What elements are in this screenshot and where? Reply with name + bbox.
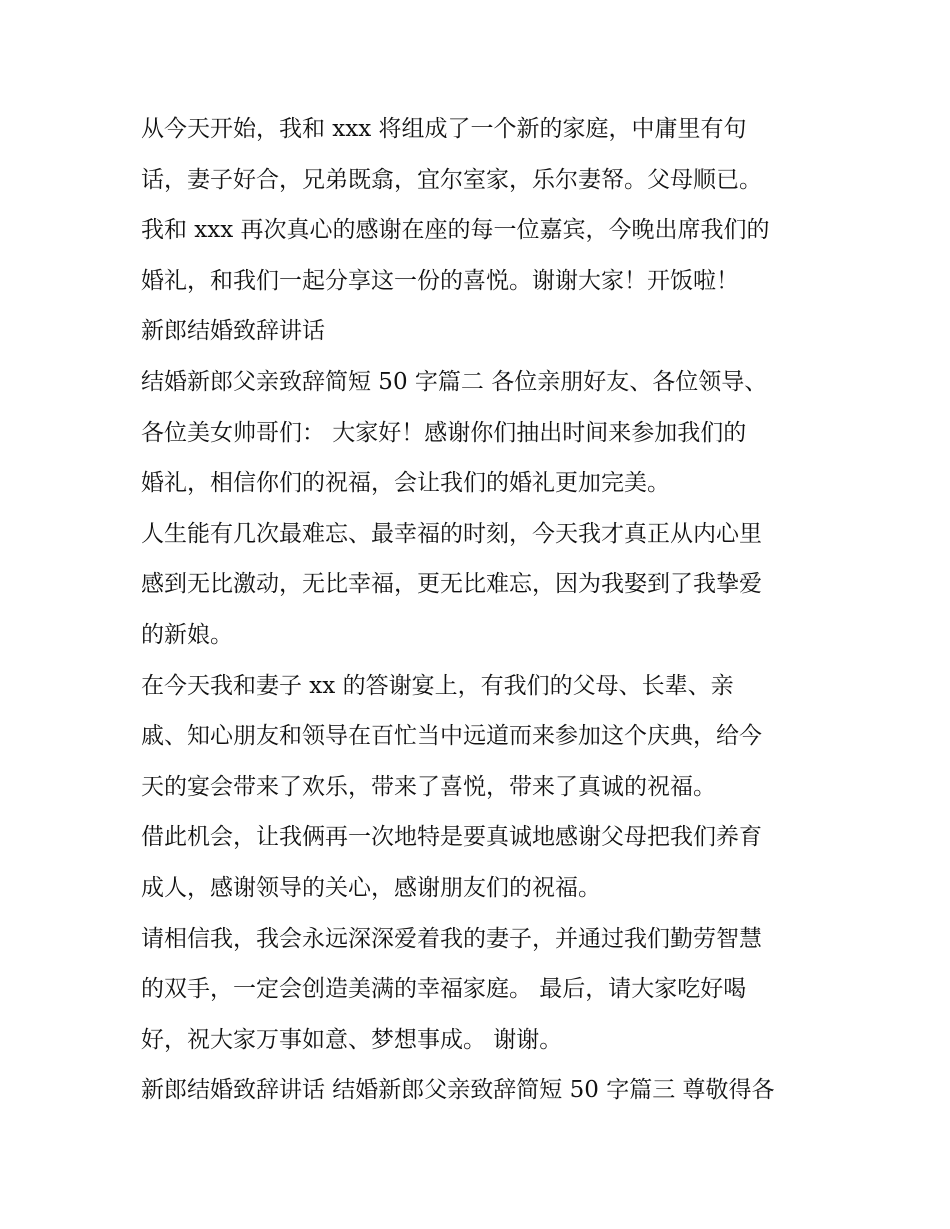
- text-line-18: 的双手，一定会创造美满的幸福家庭。 最后，请大家吃好喝: [141, 976, 747, 1003]
- text-line-6: 结婚新郎父亲致辞简短 50 字篇二 各位亲朋好友、各位领导、: [141, 368, 768, 395]
- text-line-20: 新郎结婚致辞讲话 结婚新郎父亲致辞简短 50 字篇三 尊敬得各: [141, 1077, 775, 1104]
- text-line-9: 人生能有几次最难忘、最幸福的时刻，今天我才真正从内心里: [141, 520, 762, 547]
- text-line-1: 从今天开始，我和 xxx 将组成了一个新的家庭，中庸里有句: [141, 116, 747, 142]
- text-line-7: 各位美女帅哥们： 大家好！感谢你们抽出时间来参加我们的: [141, 419, 747, 446]
- text-line-8: 婚礼，相信你们的祝福，会让我们的婚礼更加完美。: [141, 470, 670, 497]
- document-body: [141, 104, 821, 1116]
- text-line-15: 借此机会，让我俩再一次地特是要真诚地感谢父母把我们养育: [141, 824, 762, 851]
- text-line-2: 话，妻子好合，兄弟既翕，宜尔室家，乐尔妻帑。父母顺已。: [141, 166, 762, 193]
- text-line-17: 请相信我，我会永远深深爱着我的妻子，并通过我们勤劳智慧: [141, 925, 762, 952]
- text-line-19: 好，祝大家万事如意、梦想事成。 谢谢。: [141, 1026, 563, 1053]
- text-line-13: 戚、知心朋友和领导在百忙当中远道而来参加这个庆典，给今: [141, 723, 762, 750]
- text-line-12: 在今天我和妻子 xx 的答谢宴上，有我们的父母、长辈、亲: [141, 672, 734, 699]
- section-heading: 新郎结婚致辞讲话: [141, 318, 325, 345]
- text-line-14: 天的宴会带来了欢乐，带来了喜悦，带来了真诚的祝福。: [141, 773, 716, 800]
- text-line-16: 成人，感谢领导的关心，感谢朋友们的祝福。: [141, 874, 601, 901]
- text-line-4: 婚礼，和我们一起分享这一份的喜悦。谢谢大家！开饭啦！: [141, 267, 739, 294]
- text-line-11: 的新娘。: [141, 621, 233, 648]
- text-line-3: 我和 xxx 再次真心的感谢在座的每一位嘉宾，今晚出席我们的: [141, 217, 770, 244]
- text-line-10: 感到无比激动，无比幸福，更无比难忘，因为我娶到了我挚爱: [141, 571, 762, 598]
